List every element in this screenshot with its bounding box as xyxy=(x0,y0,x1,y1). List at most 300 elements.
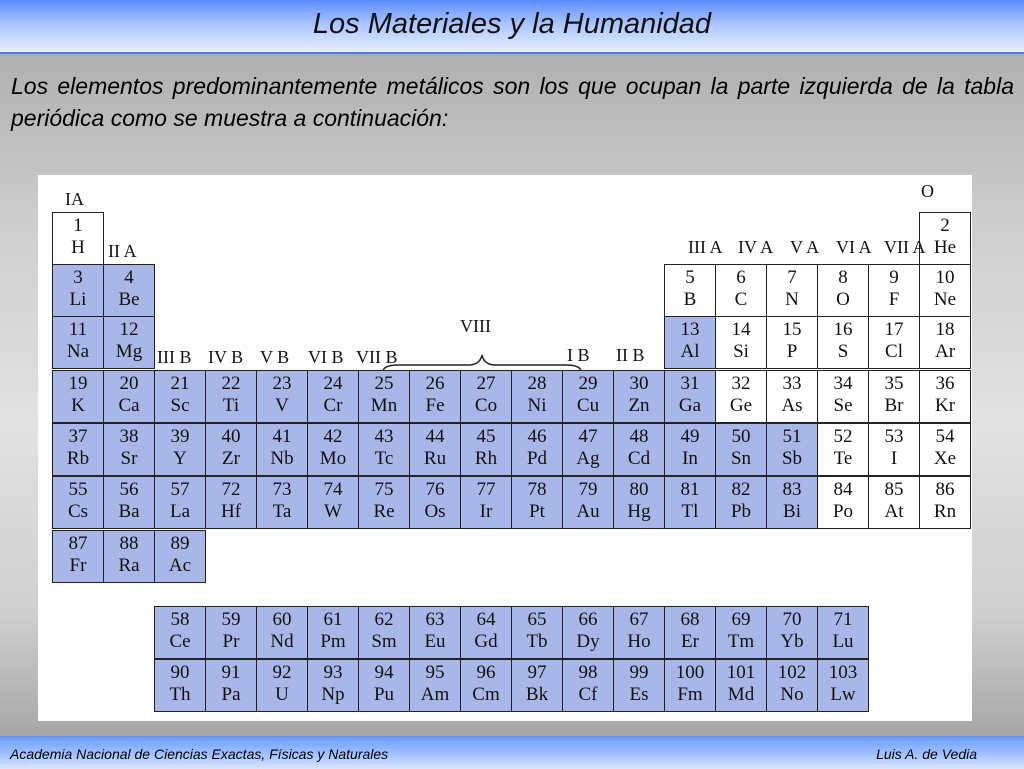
element-symbol: Pr xyxy=(222,631,240,652)
atomic-number: 2 xyxy=(940,215,950,236)
element-am xyxy=(409,659,461,712)
atomic-number: 7 xyxy=(787,267,797,288)
atomic-number: 93 xyxy=(323,662,343,683)
group-label: VIII xyxy=(460,316,491,336)
element-symbol: P xyxy=(786,341,798,362)
periodic-table-figure xyxy=(38,175,972,721)
element-dy xyxy=(562,606,614,659)
element-symbol: Pa xyxy=(221,684,241,705)
atomic-number: 36 xyxy=(935,373,955,394)
element-symbol: Eu xyxy=(424,631,446,652)
element-symbol: Ge xyxy=(729,395,753,416)
element-ra xyxy=(103,530,155,583)
element-ho xyxy=(613,606,665,659)
atomic-number: 35 xyxy=(884,373,904,394)
atomic-number: 103 xyxy=(828,662,858,683)
element-ge xyxy=(715,370,767,423)
element-cr xyxy=(307,370,359,423)
element-symbol: Cu xyxy=(576,395,600,416)
atomic-number: 64 xyxy=(476,609,496,630)
element-pu xyxy=(358,659,410,712)
element-symbol: Es xyxy=(629,684,649,705)
element-rb xyxy=(52,423,104,476)
element-symbol: Gd xyxy=(474,631,498,652)
atomic-number: 89 xyxy=(170,533,190,554)
element-tc xyxy=(358,423,410,476)
atomic-number: 13 xyxy=(680,319,700,340)
atomic-number: 32 xyxy=(731,373,751,394)
element-symbol: Nb xyxy=(270,448,294,469)
element-er xyxy=(664,606,716,659)
element-cm xyxy=(460,659,512,712)
atomic-number: 12 xyxy=(119,319,139,340)
atomic-number: 90 xyxy=(170,662,190,683)
atomic-number: 5 xyxy=(685,267,695,288)
atomic-number: 56 xyxy=(119,479,139,500)
element-xe xyxy=(919,423,971,476)
element-ag xyxy=(562,423,614,476)
element-symbol: Ti xyxy=(222,395,240,416)
atomic-number: 95 xyxy=(425,662,445,683)
element-symbol: Rh xyxy=(474,448,498,469)
element-sm xyxy=(358,606,410,659)
atomic-number: 81 xyxy=(680,479,700,500)
element-rh xyxy=(460,423,512,476)
element-p xyxy=(766,316,818,369)
atomic-number: 75 xyxy=(374,479,394,500)
element-symbol: Cl xyxy=(885,341,903,362)
atomic-number: 58 xyxy=(170,609,190,630)
element-np xyxy=(307,659,359,712)
atomic-number: 10 xyxy=(935,267,955,288)
group-label: IV B xyxy=(208,347,244,367)
element-symbol: At xyxy=(884,501,904,522)
element-symbol: Mn xyxy=(370,395,398,416)
atomic-number: 21 xyxy=(170,373,190,394)
atomic-number: 54 xyxy=(935,426,955,447)
element-sn xyxy=(715,423,767,476)
atomic-number: 94 xyxy=(374,662,394,683)
atomic-number: 51 xyxy=(782,426,802,447)
element-gd xyxy=(460,606,512,659)
atomic-number: 55 xyxy=(68,479,88,500)
element-ni xyxy=(511,370,563,423)
atomic-number: 82 xyxy=(731,479,751,500)
atomic-number: 6 xyxy=(736,267,746,288)
atomic-number: 29 xyxy=(578,373,598,394)
element-cd xyxy=(613,423,665,476)
element-fr xyxy=(52,530,104,583)
element-symbol: Kr xyxy=(934,395,956,416)
group-label: II B xyxy=(616,345,645,365)
element-symbol: Sr xyxy=(120,448,138,469)
element-symbol: Tl xyxy=(681,501,699,522)
element-f xyxy=(868,264,920,317)
atomic-number: 62 xyxy=(374,609,394,630)
atomic-number: 45 xyxy=(476,426,496,447)
element-symbol: As xyxy=(781,395,803,416)
atomic-number: 28 xyxy=(527,373,547,394)
atomic-number: 69 xyxy=(731,609,751,630)
element-symbol: U xyxy=(275,684,289,705)
element-mn xyxy=(358,370,410,423)
element-ne xyxy=(919,264,971,317)
element-y xyxy=(154,423,206,476)
element-symbol: Sc xyxy=(170,395,190,416)
element-pd xyxy=(511,423,563,476)
element-al xyxy=(664,316,716,369)
atomic-number: 44 xyxy=(425,426,445,447)
element-zn xyxy=(613,370,665,423)
element-symbol: Ne xyxy=(933,289,957,310)
atomic-number: 14 xyxy=(731,319,751,340)
atomic-number: 102 xyxy=(777,662,807,683)
element-symbol: Mo xyxy=(319,448,347,469)
element-symbol: Ho xyxy=(627,631,651,652)
atomic-number: 40 xyxy=(221,426,241,447)
element-symbol: La xyxy=(169,501,191,522)
element-symbol: Y xyxy=(173,448,187,469)
element-symbol: Cs xyxy=(67,501,89,522)
atomic-number: 46 xyxy=(527,426,547,447)
element-symbol: He xyxy=(933,237,957,258)
element-he xyxy=(919,212,971,265)
atomic-number: 11 xyxy=(68,319,88,340)
group-label: I B xyxy=(567,345,590,365)
atomic-number: 41 xyxy=(272,426,292,447)
atomic-number: 3 xyxy=(73,267,83,288)
element-symbol: Tc xyxy=(374,448,394,469)
element-n xyxy=(766,264,818,317)
element-md xyxy=(715,659,767,712)
element-symbol: Te xyxy=(833,448,853,469)
element-symbol: Ta xyxy=(272,501,292,522)
element-symbol: Be xyxy=(118,289,140,310)
atomic-number: 71 xyxy=(833,609,853,630)
atomic-number: 83 xyxy=(782,479,802,500)
element-symbol: H xyxy=(71,237,85,258)
element-symbol: Np xyxy=(321,684,345,705)
atomic-number: 43 xyxy=(374,426,394,447)
element-symbol: Al xyxy=(680,341,700,362)
element-symbol: Am xyxy=(420,684,450,705)
element-ca xyxy=(103,370,155,423)
element-se xyxy=(817,370,869,423)
atomic-number: 16 xyxy=(833,319,853,340)
intro-paragraph: Los elementos predominantemente metálicos son los que ocupan la parte izquierda de la tabla periódica como se muestra a continuación: xyxy=(11,73,1014,131)
element-la xyxy=(154,476,206,529)
element-bi xyxy=(766,476,818,529)
group-label: IV A xyxy=(738,237,774,257)
atomic-number: 23 xyxy=(272,373,292,394)
atomic-number: 49 xyxy=(680,426,700,447)
atomic-number: 100 xyxy=(675,662,705,683)
element-cf xyxy=(562,659,614,712)
atomic-number: 72 xyxy=(221,479,241,500)
element-tm xyxy=(715,606,767,659)
element-symbol: Br xyxy=(884,395,904,416)
element-symbol: Xe xyxy=(933,448,957,469)
element-i xyxy=(868,423,920,476)
element-ga xyxy=(664,370,716,423)
atomic-number: 61 xyxy=(323,609,343,630)
element-si xyxy=(715,316,767,369)
element-po xyxy=(817,476,869,529)
element-symbol: Ba xyxy=(118,501,140,522)
element-yb xyxy=(766,606,818,659)
element-symbol: Se xyxy=(833,395,853,416)
element-symbol: Th xyxy=(169,684,191,705)
element-symbol: Au xyxy=(576,501,600,522)
element-symbol: F xyxy=(888,289,900,310)
element-cs xyxy=(52,476,104,529)
element-symbol: Ru xyxy=(423,448,447,469)
atomic-number: 22 xyxy=(221,373,241,394)
atomic-number: 24 xyxy=(323,373,343,394)
atomic-number: 17 xyxy=(884,319,904,340)
element-li xyxy=(52,264,104,317)
element-ta xyxy=(256,476,308,529)
element-symbol: Na xyxy=(66,341,90,362)
element-symbol: Bi xyxy=(783,501,801,522)
element-symbol: Dy xyxy=(576,631,600,652)
atomic-number: 60 xyxy=(272,609,292,630)
atomic-number: 33 xyxy=(782,373,802,394)
slide-title: Los Materiales y la Humanidad xyxy=(312,8,712,40)
element-symbol: Ca xyxy=(118,395,140,416)
element-symbol: Fr xyxy=(69,555,87,576)
element-nd xyxy=(256,606,308,659)
atomic-number: 8 xyxy=(838,267,848,288)
element-symbol: Pm xyxy=(320,631,346,652)
element-symbol: No xyxy=(780,684,804,705)
group-label: V B xyxy=(260,347,290,367)
element-w xyxy=(307,476,359,529)
element-symbol: Sm xyxy=(371,631,397,652)
atomic-number: 78 xyxy=(527,479,547,500)
atomic-number: 84 xyxy=(833,479,853,500)
atomic-number: 67 xyxy=(629,609,649,630)
element-ba xyxy=(103,476,155,529)
element-os xyxy=(409,476,461,529)
element-pr xyxy=(205,606,257,659)
element-symbol: Yb xyxy=(780,631,804,652)
element-symbol: Ag xyxy=(576,448,600,469)
element-symbol: Ra xyxy=(118,555,140,576)
atomic-number: 25 xyxy=(374,373,394,394)
element-at xyxy=(868,476,920,529)
footer-bar xyxy=(0,736,1024,769)
element-symbol: Ir xyxy=(479,501,493,522)
element-symbol: W xyxy=(324,501,342,522)
atomic-number: 70 xyxy=(782,609,802,630)
element-ac xyxy=(154,530,206,583)
atomic-number: 52 xyxy=(833,426,853,447)
element-symbol: I xyxy=(890,448,898,469)
element-hg xyxy=(613,476,665,529)
atomic-number: 96 xyxy=(476,662,496,683)
atomic-number: 26 xyxy=(425,373,445,394)
atomic-number: 101 xyxy=(726,662,756,683)
atomic-number: 66 xyxy=(578,609,598,630)
atomic-number: 92 xyxy=(272,662,292,683)
atomic-number: 87 xyxy=(68,533,88,554)
atomic-number: 31 xyxy=(680,373,700,394)
element-kr xyxy=(919,370,971,423)
element-pm xyxy=(307,606,359,659)
group-label: VII B xyxy=(356,347,398,367)
element-symbol: Ce xyxy=(169,631,191,652)
element-zr xyxy=(205,423,257,476)
element-sr xyxy=(103,423,155,476)
element-ar xyxy=(919,316,971,369)
element-mo xyxy=(307,423,359,476)
element-symbol: Cr xyxy=(323,395,343,416)
element-pt xyxy=(511,476,563,529)
element-symbol: Bk xyxy=(525,684,549,705)
element-lw xyxy=(817,659,869,712)
element-pb xyxy=(715,476,767,529)
element-symbol: Mg xyxy=(115,341,143,362)
atomic-number: 39 xyxy=(170,426,190,447)
element-symbol: K xyxy=(71,395,85,416)
element-fm xyxy=(664,659,716,712)
element-in xyxy=(664,423,716,476)
group-label: VII A xyxy=(884,237,926,257)
element-nb xyxy=(256,423,308,476)
group-label: O xyxy=(921,181,934,201)
element-symbol: Ni xyxy=(527,395,547,416)
atomic-number: 50 xyxy=(731,426,751,447)
element-be xyxy=(103,264,155,317)
element-re xyxy=(358,476,410,529)
element-ce xyxy=(154,606,206,659)
group-label: IA xyxy=(65,189,84,209)
atomic-number: 68 xyxy=(680,609,700,630)
element-tl xyxy=(664,476,716,529)
element-symbol: Si xyxy=(733,341,749,362)
element-symbol: Co xyxy=(474,395,498,416)
element-symbol: Nd xyxy=(270,631,294,652)
element-sc xyxy=(154,370,206,423)
element-eu xyxy=(409,606,461,659)
atomic-number: 18 xyxy=(935,319,955,340)
atomic-number: 38 xyxy=(119,426,139,447)
atomic-number: 77 xyxy=(476,479,496,500)
group-label: VI A xyxy=(836,237,872,257)
element-symbol: Tb xyxy=(526,631,548,652)
atomic-number: 19 xyxy=(68,373,88,394)
atomic-number: 86 xyxy=(935,479,955,500)
element-symbol: Md xyxy=(727,684,755,705)
element-symbol: Tm xyxy=(727,631,755,652)
atomic-number: 63 xyxy=(425,609,445,630)
element-hf xyxy=(205,476,257,529)
atomic-number: 76 xyxy=(425,479,445,500)
element-symbol: Zr xyxy=(222,448,240,469)
group-label: III A xyxy=(688,237,723,257)
atomic-number: 53 xyxy=(884,426,904,447)
element-pa xyxy=(205,659,257,712)
element-symbol: Sn xyxy=(730,448,752,469)
element-symbol: Cf xyxy=(578,684,598,705)
element-b xyxy=(664,264,716,317)
element-k xyxy=(52,370,104,423)
atomic-number: 80 xyxy=(629,479,649,500)
element-symbol: B xyxy=(683,289,697,310)
element-as xyxy=(766,370,818,423)
element-symbol: Rn xyxy=(933,501,957,522)
element-bk xyxy=(511,659,563,712)
element-th xyxy=(154,659,206,712)
atomic-number: 30 xyxy=(629,373,649,394)
element-o xyxy=(817,264,869,317)
element-ir xyxy=(460,476,512,529)
element-symbol: Hf xyxy=(220,501,242,522)
element-u xyxy=(256,659,308,712)
element-symbol: Ga xyxy=(678,395,702,416)
atomic-number: 27 xyxy=(476,373,496,394)
element-symbol: Zn xyxy=(628,395,650,416)
element-symbol: Po xyxy=(832,501,854,522)
atomic-number: 98 xyxy=(578,662,598,683)
element-symbol: Fm xyxy=(677,684,703,705)
element-h xyxy=(52,212,104,265)
element-symbol: Pb xyxy=(730,501,752,522)
element-mg xyxy=(103,316,155,369)
element-symbol: Pd xyxy=(526,448,548,469)
group-label: VI B xyxy=(308,347,344,367)
element-symbol: Lw xyxy=(830,684,856,705)
element-symbol: Lu xyxy=(832,631,854,652)
group-label: III B xyxy=(157,347,192,367)
element-br xyxy=(868,370,920,423)
title-bar xyxy=(0,0,1024,54)
element-au xyxy=(562,476,614,529)
atomic-number: 15 xyxy=(782,319,802,340)
element-symbol: Er xyxy=(681,631,699,652)
atomic-number: 37 xyxy=(68,426,88,447)
element-fe xyxy=(409,370,461,423)
element-v xyxy=(256,370,308,423)
element-ti xyxy=(205,370,257,423)
atomic-number: 74 xyxy=(323,479,343,500)
element-rn xyxy=(919,476,971,529)
atomic-number: 73 xyxy=(272,479,292,500)
element-symbol: Hg xyxy=(627,501,651,522)
element-symbol: O xyxy=(836,289,850,310)
element-symbol: In xyxy=(682,448,698,469)
atomic-number: 97 xyxy=(527,662,547,683)
atomic-number: 4 xyxy=(124,267,134,288)
element-symbol: Ar xyxy=(934,341,956,362)
group-label: II A xyxy=(108,241,137,261)
atomic-number: 99 xyxy=(629,662,649,683)
atomic-number: 91 xyxy=(221,662,241,683)
element-symbol: Pu xyxy=(373,684,395,705)
element-lu xyxy=(817,606,869,659)
element-symbol: Cm xyxy=(472,684,500,705)
element-co xyxy=(460,370,512,423)
element-cu xyxy=(562,370,614,423)
atomic-number: 9 xyxy=(889,267,899,288)
element-symbol: V xyxy=(275,395,289,416)
element-s xyxy=(817,316,869,369)
footer-author: Luis A. de Vedia xyxy=(876,746,977,762)
element-symbol: C xyxy=(734,289,748,310)
atomic-number: 79 xyxy=(578,479,598,500)
element-ru xyxy=(409,423,461,476)
